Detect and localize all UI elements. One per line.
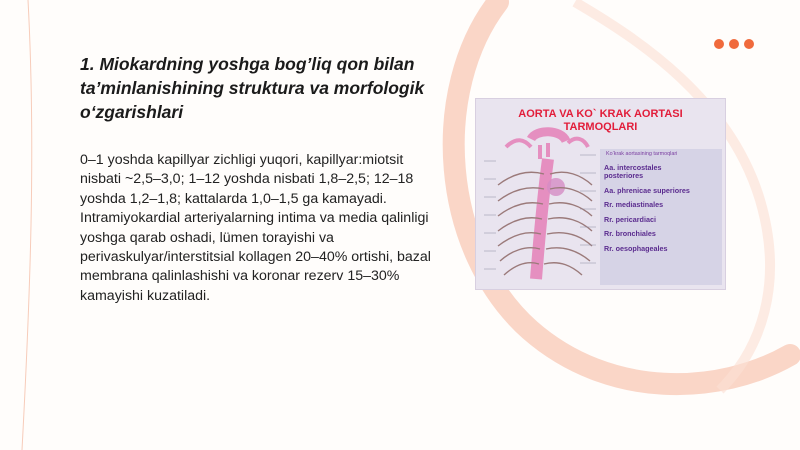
branch-item: Rr. oesophageales: [604, 243, 668, 253]
branch-item: Rr. bronchiales: [604, 229, 656, 239]
branch-list-heading: Ko‘krak aortasining tarmoqlari: [606, 151, 678, 157]
dot-icon: [714, 39, 724, 49]
left-edge-line: [22, 0, 32, 450]
branch-list-panel: [600, 149, 722, 285]
branch-item: Aa. phrenicae superiores: [604, 185, 690, 195]
figure-title: AORTA VA KO` KRAK AORTASI TARMOQLARI: [518, 108, 683, 133]
dot-icon: [744, 39, 754, 49]
aorta-figure: [475, 98, 726, 290]
dot-icon: [729, 39, 739, 49]
slide-title: 1. Miokardning yoshga bog’liq qon bilan ta’minlanishining struktura va morfologik o‘zgarishlari: [80, 54, 425, 122]
dots-decoration-icon: [714, 39, 754, 49]
branch-item: Aa. intercostales posteriores: [604, 163, 662, 180]
aorta-drawing: [484, 132, 596, 279]
slide-body-text: 0–1 yoshda kapillyar zichligi yuqori, kapillyar:miotsit nisbati ~2,5–3,0; 1–12 yoshda nisbati 1,8–2,5; 12–18 yoshda 1,2–1,8; kattalarda 1,0–1,5 ga kamayadi. Intramiyokardial arteriyalarning intima va media qalinligi yoshga qarab oshadi, lümen torayishi va perivaskulyar/interstitsial kollagen 20–40% ortishi, bazal membrana qalinlashishi va koronar rezerv 15–30% kamayishi kuzatiladi.: [80, 152, 431, 304]
branch-item: Rr. mediastinales: [604, 200, 664, 210]
branch-item: Rr. pericardiaci: [604, 214, 656, 224]
branch-list: [604, 164, 690, 260]
